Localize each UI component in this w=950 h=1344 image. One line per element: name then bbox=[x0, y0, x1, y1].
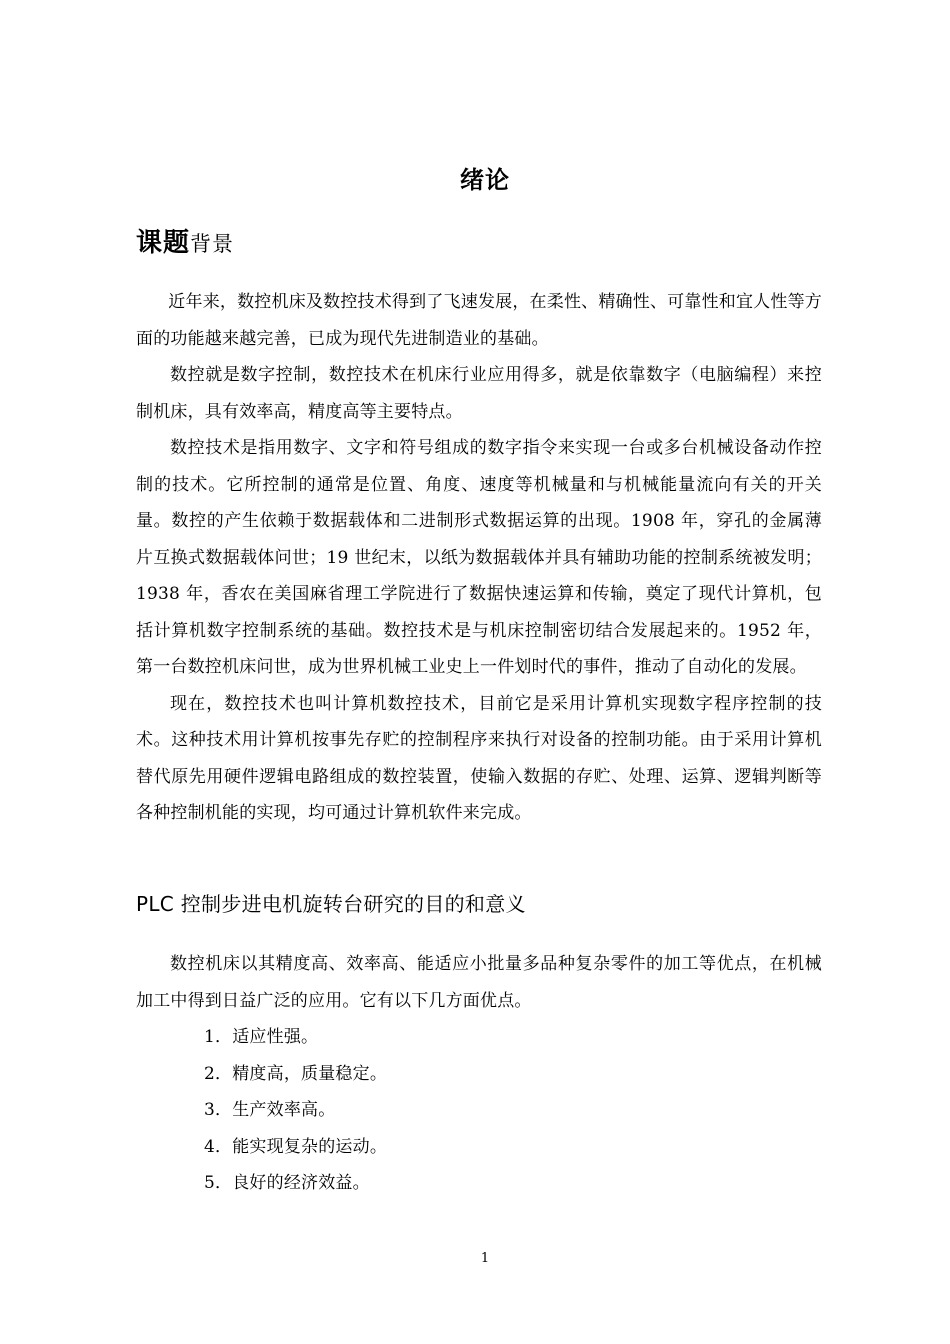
background-body bbox=[136, 284, 822, 832]
section-heading-tail: 背景 bbox=[190, 232, 235, 256]
page-number: 1 bbox=[480, 1251, 490, 1266]
paragraph: 数控技术是指用数字、文字和符号组成的数字指令来实现一台或多台机械设备动作控制的技术。它所控制的通常是位置、角度、速度等机械量和与机械能量流向有关的开关量。数控的产生依赖于数据载体和二进制形式数据运算的出现。1908 年，穿孔的金属薄片互换式数据载体问世；19 世纪末，以纸为数据载体并具有辅助功能的控制系统被发明；1938 年，香农在美国麻省理工学院进行了数据快速运算和传输，奠定了现代计算机，包括计算机数字控制系统的基础。数控技术是与机床控制密切结合发展起来的。1952 年，第一台数控机床问世，成为世界机械工业史上一件划时代的事件，推动了自动化的发展。 bbox=[136, 438, 822, 677]
subsection-heading: PLC 控制步进电机旋转台研究的目的和意义 bbox=[136, 892, 526, 916]
list-item: 5．良好的经济效益。 bbox=[204, 1173, 370, 1193]
chapter-title: 绪论 bbox=[460, 166, 510, 194]
list-item: 1．适应性强。 bbox=[204, 1027, 319, 1047]
paragraph: 数控机床以其精度高、效率高、能适应小批量多品种复杂零件的加工等优点，在机械加工中得到日益广泛的应用。它有以下几方面优点。 bbox=[136, 954, 822, 1011]
section-heading-main: 课题 bbox=[136, 228, 191, 258]
section-heading bbox=[136, 222, 234, 259]
list-item: 3．生产效率高。 bbox=[204, 1100, 336, 1120]
purpose-body bbox=[136, 946, 822, 1202]
paragraph: 数控就是数字控制，数控技术在机床行业应用得多，就是依靠数字（电脑编程）来控制机床，具有效率高，精度高等主要特点。 bbox=[136, 365, 822, 422]
list-item: 2．精度高，质量稳定。 bbox=[204, 1063, 388, 1084]
list-item: 4．能实现复杂的运动。 bbox=[204, 1136, 388, 1157]
paragraph: 现在，数控技术也叫计算机数控技术，目前它是采用计算机实现数字程序控制的技术。这种技术用计算机按事先存贮的控制程序来执行对设备的控制功能。由于采用计算机替代原先用硬件逻辑电路组成的数控装置，使输入数据的存贮、处理、运算、逻辑判断等各种控制机能的实现，均可通过计算机软件来完成。 bbox=[136, 693, 822, 823]
paragraph: 近年来，数控机床及数控技术得到了飞速发展，在柔性、精确性、可靠性和宜人性等方面的功能越来越完善，已成为现代先进制造业的基础。 bbox=[136, 292, 822, 349]
